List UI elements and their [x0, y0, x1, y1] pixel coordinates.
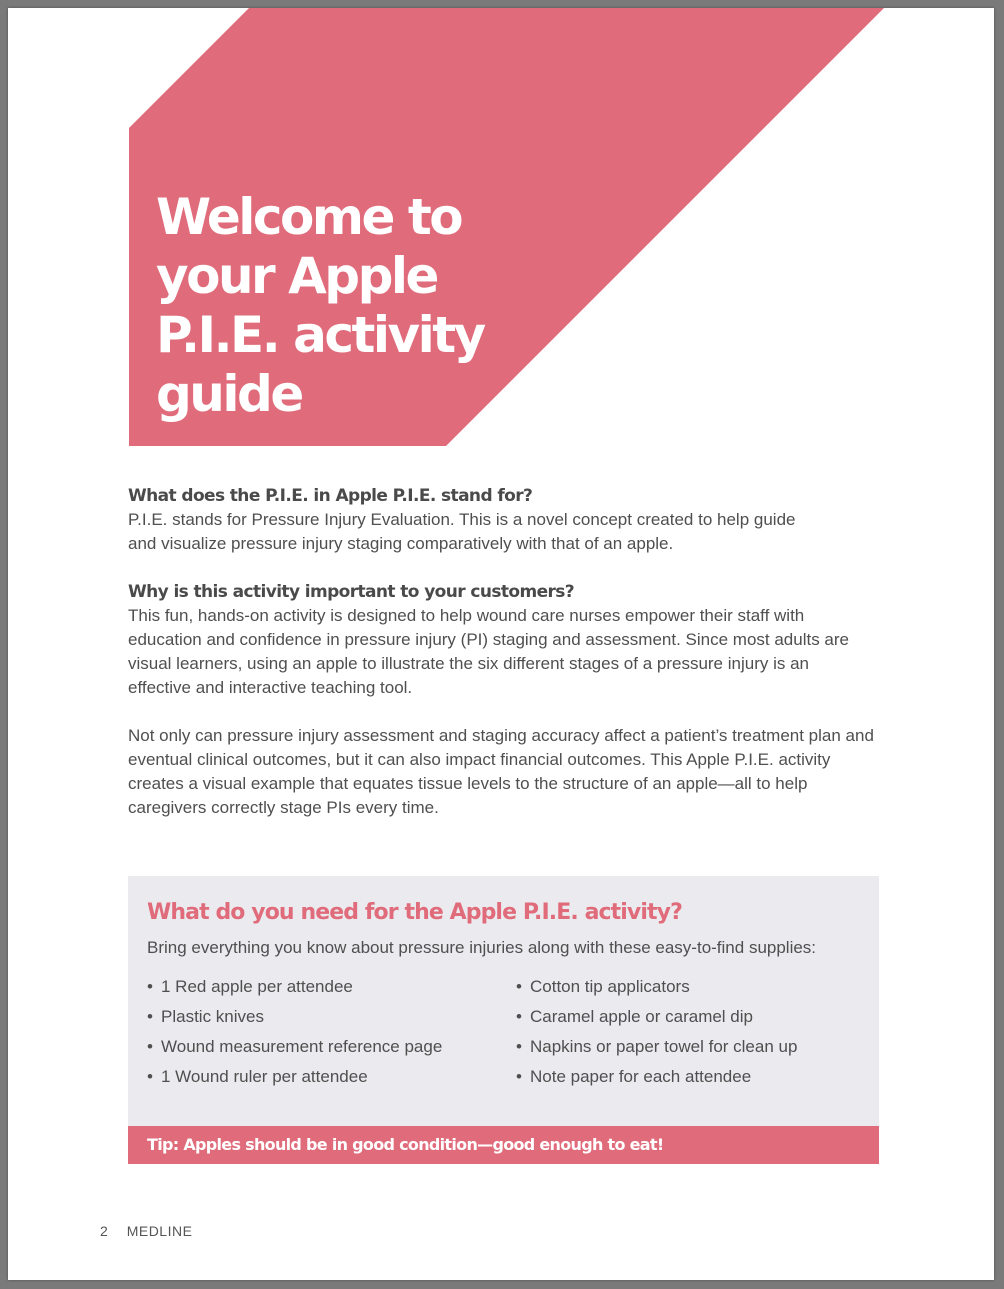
list-item: • 1 Red apple per attendee	[147, 972, 442, 1002]
list-item: • Cotton tip applicators	[516, 972, 797, 1002]
supply-list-left	[147, 972, 442, 1092]
document-page	[8, 8, 994, 1280]
supplies-title: What do you need for the Apple P.I.E. activity?	[147, 900, 682, 925]
bullet-icon: •	[147, 1067, 153, 1086]
section-heading-pie-meaning: What does the P.I.E. in Apple P.I.E. stand for?	[128, 486, 533, 506]
page-number: 2	[100, 1223, 109, 1239]
page-footer	[100, 1223, 192, 1239]
bullet-icon: •	[516, 1037, 522, 1056]
bullet-icon: •	[516, 977, 522, 996]
bullet-icon: •	[516, 1067, 522, 1086]
main-content	[128, 484, 888, 820]
bullet-icon: •	[516, 1007, 522, 1026]
supply-list-right	[516, 972, 797, 1092]
bullet-icon: •	[147, 977, 153, 996]
section-heading-importance: Why is this activity important to your customers?	[128, 582, 575, 602]
list-item: • Caramel apple or caramel dip	[516, 1002, 797, 1032]
list-item: • Wound measurement reference page	[147, 1032, 442, 1062]
bullet-icon: •	[147, 1037, 153, 1056]
list-item: • Plastic knives	[147, 1002, 442, 1032]
list-item: • Note paper for each attendee	[516, 1062, 797, 1092]
hero-title: Welcome to your Apple P.I.E. activity guide	[156, 188, 484, 423]
section-paragraph-importance-2: Not only can pressure injury assessment and staging accuracy affect a patient’s treatment plan and eventual clinical outcomes, but it can also impact financial outcomes. This Apple P.I.E. activity creates a visual example that equates tissue levels to the structure of an apple—all to help caregivers correctly stage PIs every time.	[128, 726, 874, 817]
supplies-panel	[128, 876, 879, 1164]
list-item: • 1 Wound ruler per attendee	[147, 1062, 442, 1092]
bullet-icon: •	[147, 1007, 153, 1026]
tip-bar	[128, 1126, 879, 1164]
list-item: • Napkins or paper towel for clean up	[516, 1032, 797, 1062]
section-paragraph-importance-1: This fun, hands-on activity is designed to help wound care nurses empower their staff with education and confidence in pressure injury (PI) staging and assessment. Since most adults are visual learners, using an apple to illustrate the six different stages of a pressure injury is an effective and interactive teaching tool.	[128, 606, 850, 697]
section-paragraph-pie-meaning: P.I.E. stands for Pressure Injury Evaluation. This is a novel concept created to help guide and visualize pressure injury staging comparatively with that of an apple.	[128, 510, 796, 553]
tip-text: Tip: Apples should be in good condition—good enough to eat!	[147, 1135, 664, 1154]
supplies-intro: Bring everything you know about pressure injuries along with these easy-to-find supplies:	[147, 938, 817, 957]
footer-brand: MEDLINE	[126, 1223, 193, 1239]
